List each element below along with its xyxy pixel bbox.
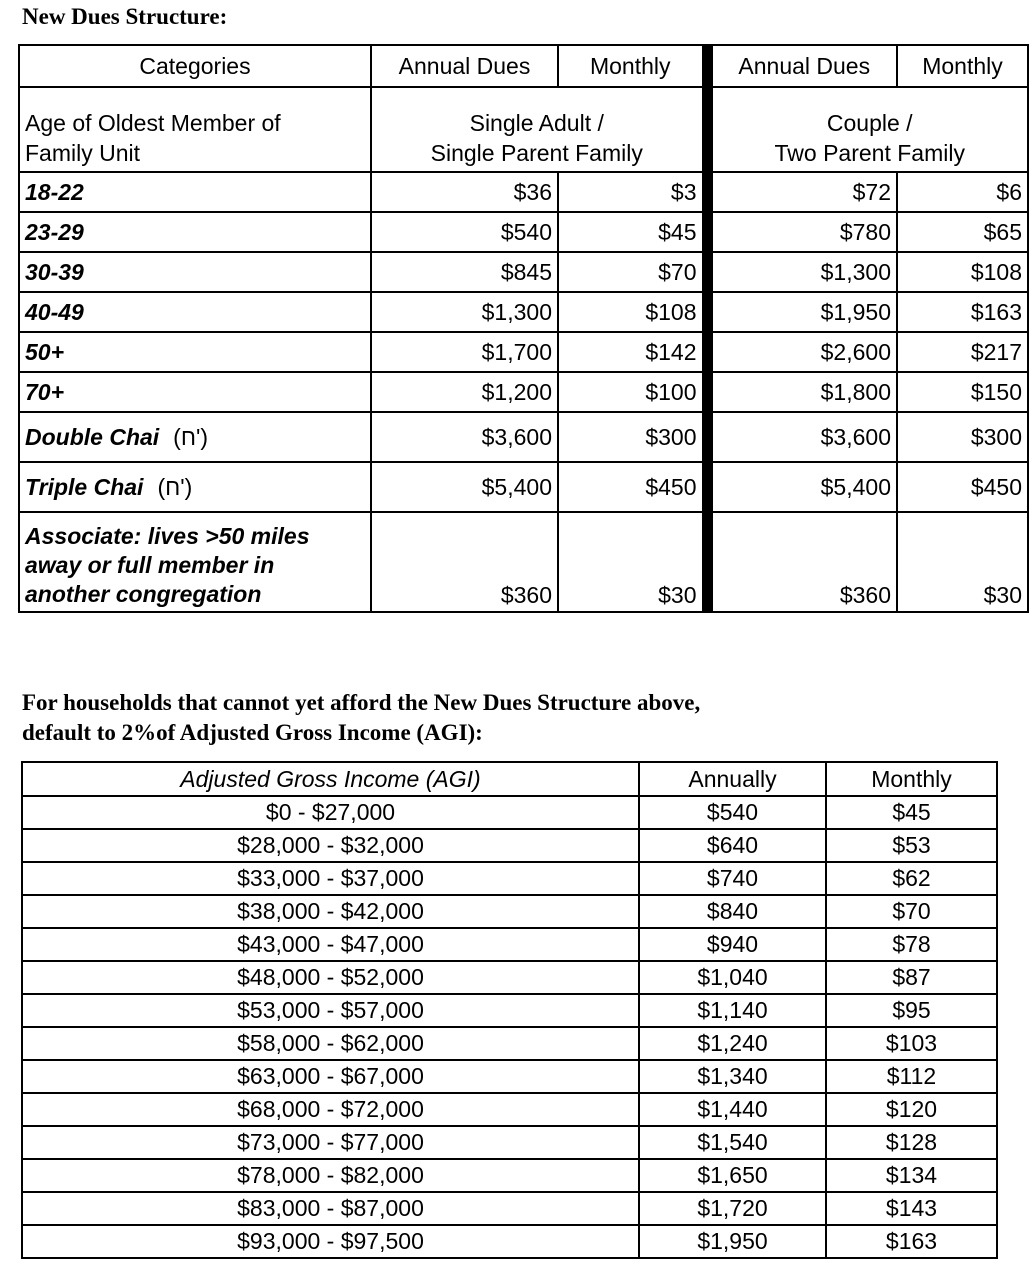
agi-range: $0 - $27,000 (22, 796, 639, 829)
category-label: 18-22 (25, 178, 84, 205)
dues-row (19, 292, 1028, 332)
agi-monthly-dues: $134 (826, 1159, 997, 1192)
agi-monthly-dues: $53 (826, 829, 997, 862)
couple-monthly-dues: $217 (897, 332, 1028, 372)
single-monthly-dues: $100 (558, 372, 707, 412)
associate-line3: another congregation (25, 581, 262, 607)
couple-annual-dues: $780 (707, 212, 897, 252)
agi-row (22, 1093, 997, 1126)
single-annual-dues: $1,700 (371, 332, 558, 372)
agi-monthly-dues: $45 (826, 796, 997, 829)
agi-range: $48,000 - $52,000 (22, 961, 639, 994)
age-category (19, 292, 371, 332)
agi-range: $43,000 - $47,000 (22, 928, 639, 961)
agi-note-line1: For households that cannot yet afford the New Dues Structure above, (22, 690, 701, 715)
single-monthly-dues: $450 (558, 462, 707, 512)
age-label-line1: Age of Oldest Member of (25, 110, 281, 136)
couple-annual-dues: $5,400 (707, 462, 897, 512)
single-annual-dues: $845 (371, 252, 558, 292)
single-monthly-dues: $142 (558, 332, 707, 372)
couple-annual-dues: $72 (707, 172, 897, 212)
hebrew-chai: (ח') (157, 473, 193, 500)
single-monthly-dues: $3 (558, 172, 707, 212)
dues-table (18, 44, 1029, 613)
age-label (19, 87, 371, 172)
single-annual-dues: $36 (371, 172, 558, 212)
agi-row (22, 928, 997, 961)
single-monthly-dues: $45 (558, 212, 707, 252)
agi-range: $53,000 - $57,000 (22, 994, 639, 1027)
single-group-label (371, 87, 707, 172)
agi-range: $33,000 - $37,000 (22, 862, 639, 895)
agi-range: $28,000 - $32,000 (22, 829, 639, 862)
agi-range: $73,000 - $77,000 (22, 1126, 639, 1159)
agi-row (22, 1192, 997, 1225)
single-annual-dues: $5,400 (371, 462, 558, 512)
agi-row (22, 1060, 997, 1093)
hebrew-chai: (ח') (173, 423, 209, 450)
agi-monthly-dues: $95 (826, 994, 997, 1027)
agi-annual-dues: $1,650 (639, 1159, 826, 1192)
category-label: 50+ (25, 338, 65, 365)
annual-dues-header-single: Annual Dues (371, 45, 558, 87)
couple-annual-dues: $2,600 (707, 332, 897, 372)
agi-monthly-dues: $70 (826, 895, 997, 928)
agi-monthly-dues: $112 (826, 1060, 997, 1093)
age-category (19, 212, 371, 252)
agi-monthly-dues: $62 (826, 862, 997, 895)
agi-monthly-dues: $120 (826, 1093, 997, 1126)
couple-monthly-dues: $450 (897, 462, 1028, 512)
dues-row (19, 172, 1028, 212)
agi-annual-dues: $1,240 (639, 1027, 826, 1060)
dues-row (19, 252, 1028, 292)
categories-header: Categories (19, 45, 371, 87)
single-annual-dues: $1,200 (371, 372, 558, 412)
associate-line2: away or full member in (25, 552, 275, 578)
agi-row (22, 1027, 997, 1060)
agi-range: $58,000 - $62,000 (22, 1027, 639, 1060)
agi-annual-dues: $1,340 (639, 1060, 826, 1093)
agi-row (22, 1225, 997, 1258)
dues-header-row (19, 45, 1028, 87)
agi-header-row (22, 762, 997, 796)
agi-annual-dues: $1,440 (639, 1093, 826, 1126)
age-category (19, 372, 371, 412)
agi-note (22, 688, 700, 748)
couple-monthly-dues: $108 (897, 252, 1028, 292)
agi-note-line2: default to 2%of Adjusted Gross Income (AGI): (22, 720, 483, 745)
agi-monthly-dues: $163 (826, 1225, 997, 1258)
agi-monthly-dues: $87 (826, 961, 997, 994)
associate-label (19, 512, 371, 612)
agi-annual-dues: $640 (639, 829, 826, 862)
single-monthly-dues: $108 (558, 292, 707, 332)
dues-row (19, 372, 1028, 412)
group-header-row (19, 87, 1028, 172)
category-label: Triple Chai (25, 473, 144, 500)
agi-annual-dues: $1,040 (639, 961, 826, 994)
associate-line1: Associate: lives >50 miles (25, 523, 310, 549)
agi-row (22, 862, 997, 895)
category-label: 70+ (25, 378, 65, 405)
agi-annual-dues: $840 (639, 895, 826, 928)
age-category (19, 332, 371, 372)
agi-table (21, 761, 998, 1259)
annual-dues-header-couple: Annual Dues (707, 45, 897, 87)
agi-row (22, 1126, 997, 1159)
couple-annual-dues: $1,950 (707, 292, 897, 332)
agi-range: $38,000 - $42,000 (22, 895, 639, 928)
category-label: 40-49 (25, 298, 84, 325)
agi-range: $83,000 - $87,000 (22, 1192, 639, 1225)
agi-monthly-dues: $78 (826, 928, 997, 961)
associate-single-annual: $360 (371, 512, 558, 612)
single-monthly-dues: $70 (558, 252, 707, 292)
single-group-line2: Single Parent Family (430, 140, 643, 166)
age-category (19, 252, 371, 292)
category-label: Double Chai (25, 423, 160, 450)
associate-couple-monthly: $30 (897, 512, 1028, 612)
agi-range: $63,000 - $67,000 (22, 1060, 639, 1093)
associate-single-monthly: $30 (558, 512, 707, 612)
page-title: New Dues Structure: (22, 4, 228, 29)
couple-group-label (707, 87, 1028, 172)
agi-row (22, 895, 997, 928)
agi-annual-dues: $540 (639, 796, 826, 829)
single-annual-dues: $1,300 (371, 292, 558, 332)
age-category (19, 172, 371, 212)
couple-monthly-dues: $163 (897, 292, 1028, 332)
age-label-line2: Family Unit (25, 140, 141, 166)
agi-row (22, 994, 997, 1027)
monthly-header: Monthly (826, 762, 997, 796)
couple-group-line1: Couple / (826, 110, 913, 136)
agi-monthly-dues: $143 (826, 1192, 997, 1225)
agi-row (22, 796, 997, 829)
age-category (19, 462, 371, 512)
dues-row (19, 212, 1028, 252)
agi-annual-dues: $1,540 (639, 1126, 826, 1159)
couple-annual-dues: $1,300 (707, 252, 897, 292)
agi-range: $68,000 - $72,000 (22, 1093, 639, 1126)
associate-row (19, 512, 1028, 612)
agi-annual-dues: $1,950 (639, 1225, 826, 1258)
agi-range: $78,000 - $82,000 (22, 1159, 639, 1192)
single-annual-dues: $540 (371, 212, 558, 252)
couple-monthly-dues: $6 (897, 172, 1028, 212)
agi-annual-dues: $1,720 (639, 1192, 826, 1225)
single-group-line1: Single Adult / (469, 110, 604, 136)
monthly-header-couple: Monthly (897, 45, 1028, 87)
agi-row (22, 1159, 997, 1192)
category-label: 30-39 (25, 258, 84, 285)
agi-annual-dues: $740 (639, 862, 826, 895)
agi-row (22, 961, 997, 994)
dues-row (19, 332, 1028, 372)
agi-row (22, 829, 997, 862)
agi-header: Adjusted Gross Income (AGI) (22, 762, 639, 796)
dues-row (19, 412, 1028, 462)
couple-monthly-dues: $300 (897, 412, 1028, 462)
couple-group-line2: Two Parent Family (774, 140, 965, 166)
agi-annual-dues: $1,140 (639, 994, 826, 1027)
annually-header: Annually (639, 762, 826, 796)
agi-monthly-dues: $128 (826, 1126, 997, 1159)
couple-annual-dues: $3,600 (707, 412, 897, 462)
associate-couple-annual: $360 (707, 512, 897, 612)
monthly-header-single: Monthly (558, 45, 707, 87)
single-annual-dues: $3,600 (371, 412, 558, 462)
age-category (19, 412, 371, 462)
category-label: 23-29 (25, 218, 84, 245)
single-monthly-dues: $300 (558, 412, 707, 462)
dues-row (19, 462, 1028, 512)
agi-range: $93,000 - $97,500 (22, 1225, 639, 1258)
couple-annual-dues: $1,800 (707, 372, 897, 412)
agi-monthly-dues: $103 (826, 1027, 997, 1060)
couple-monthly-dues: $150 (897, 372, 1028, 412)
agi-annual-dues: $940 (639, 928, 826, 961)
couple-monthly-dues: $65 (897, 212, 1028, 252)
